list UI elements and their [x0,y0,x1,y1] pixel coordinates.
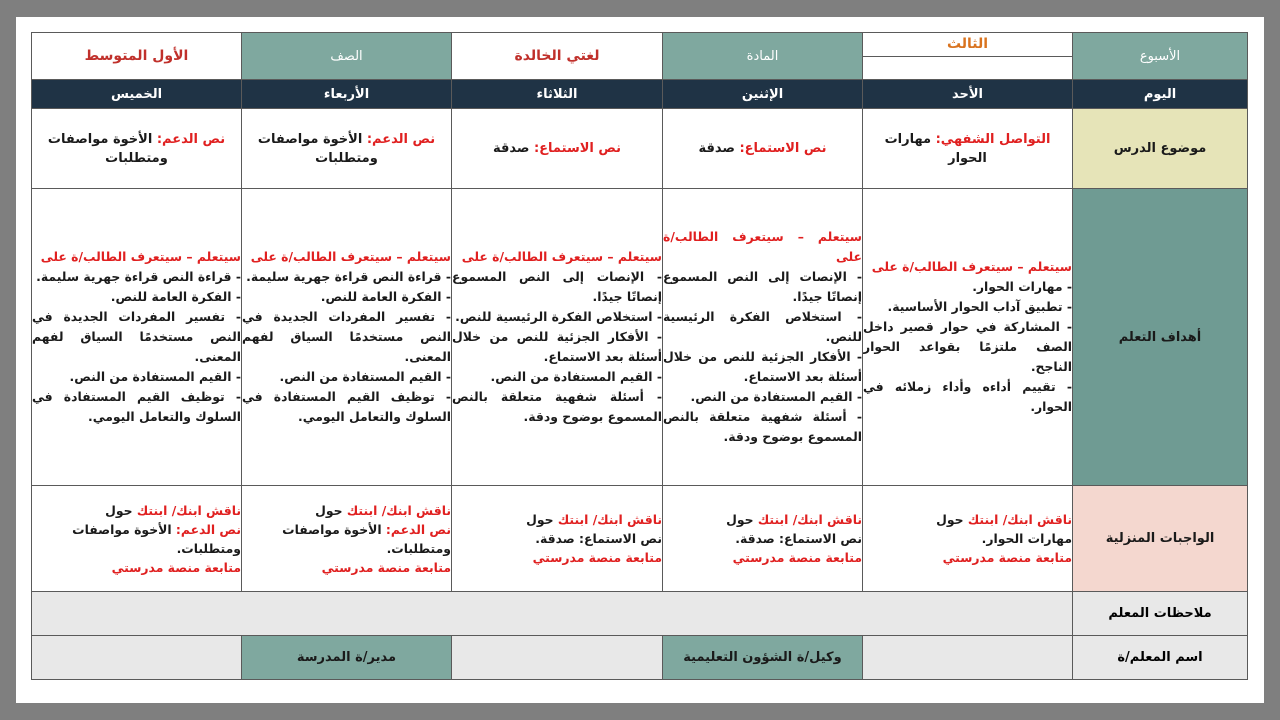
notes-label: ملاحظات المعلم [1073,592,1248,636]
day-label: اليوم [1073,80,1248,109]
header-row [32,33,1248,80]
subject-value: لغتي الخالدة [452,33,663,80]
lesson-plan-sheet [16,17,1264,703]
objectives-cell: سيتعلم – سيتعرف الطالب/ة على - قراءة النص قراءة جهرية سليمة. - الفكرة العامة للنص. - تفسير المفردات الجديدة في النص مستخدمًا السياق لفهم المعنى. - القيم المستفادة من النص. - توظيف القيم المستفادة في السلوك والتعامل اليومي. [32,189,242,486]
day-sunday: الأحد [863,80,1073,109]
homework-cell: ناقش ابنك/ ابنتك حول مهارات الحوار. متابعة منصة مدرستي [863,486,1073,592]
homework-cell: ناقش ابنك/ ابنتك حول نص الدعم: الأخوة مواصفات ومتطلبات. متابعة منصة مدرستي [242,486,452,592]
teacher-name-field[interactable] [863,636,1073,680]
grade-label: الصف [242,33,452,80]
objectives-cell: سيتعلم – سيتعرف الطالب/ة على - مهارات الحوار. - تطبيق آداب الحوار الأساسية. - المشاركة في حوار قصير داخل الصف ملتزمًا بقواعد الحوار الناجح. - تقييم أداءه وأداء زملائه في الحوار. [863,189,1073,486]
deputy-label: وكيل/ة الشؤون التعليمية [663,636,863,680]
teacher-label: اسم المعلم/ة [1073,636,1248,680]
objectives-cell: سيتعلم – سيتعرف الطالب/ة على - الإنصات إلى النص المسموع إنصاتًا جيدًا. - استخلاص الفكرة الرئيسية للنص. - الأفكار الجزئية للنص من خلال أسئلة بعد الاستماع. - القيم المستفادة من النص. - أسئلة شفهية متعلقة بالنص المسموع بوضوح ودقة. [663,189,863,486]
topic-label: موضوع الدرس [1073,109,1248,189]
objectives-cell: سيتعلم – سيتعرف الطالب/ة على - الإنصات إلى النص المسموع إنصاتًا جيدًا. - استخلاص الفكرة الرئيسية للنص. - الأفكار الجزئية للنص من خلال أسئلة بعد الاستماع. - القيم المستفادة من النص. - أسئلة شفهية متعلقة بالنص المسموع بوضوح ودقة. [452,189,663,486]
homework-label: الواجبات المنزلية [1073,486,1248,592]
topic-cell: نص الاستماع: صدقة [452,109,663,189]
days-row [32,80,1248,109]
topic-cell: التواصل الشفهي: مهارات الحوار [863,109,1073,189]
principal-label: مدير/ة المدرسة [242,636,452,680]
day-monday: الإثنين [663,80,863,109]
day-tuesday: الثلاثاء [452,80,663,109]
week-value: الثالث [863,33,1072,57]
subject-label: المادة [663,33,863,80]
principal-name-field[interactable] [32,636,242,680]
day-thursday: الخميس [32,80,242,109]
topic-cell: نص الدعم: الأخوة مواصفات ومتطلبات [32,109,242,189]
week-value-cell [863,33,1073,80]
notes-field[interactable] [32,592,1073,636]
homework-cell: ناقش ابنك/ ابنتك حول نص الدعم: الأخوة مواصفات ومتطلبات. متابعة منصة مدرستي [32,486,242,592]
objectives-cell: سيتعلم – سيتعرف الطالب/ة على - قراءة النص قراءة جهرية سليمة. - الفكرة العامة للنص. - تفسير المفردات الجديدة في النص مستخدمًا السياق لفهم المعنى. - القيم المستفادة من النص. - توظيف القيم المستفادة في السلوك والتعامل اليومي. [242,189,452,486]
objectives-row [32,189,1248,486]
week-label: الأسبوع [1073,33,1248,80]
homework-cell: ناقش ابنك/ ابنتك حول نص الاستماع: صدقة. متابعة منصة مدرستي [452,486,663,592]
homework-cell: ناقش ابنك/ ابنتك حول نص الاستماع: صدقة. متابعة منصة مدرستي [663,486,863,592]
homework-row [32,486,1248,592]
signatures-row [32,636,1248,680]
topic-cell: نص الاستماع: صدقة [663,109,863,189]
notes-row [32,592,1248,636]
objectives-label: أهداف التعلم [1073,189,1248,486]
deputy-name-field[interactable] [452,636,663,680]
topic-cell: نص الدعم: الأخوة مواصفات ومتطلبات [242,109,452,189]
weekly-plan-table [31,32,1248,680]
day-wednesday: الأربعاء [242,80,452,109]
topic-row [32,109,1248,189]
grade-value: الأول المتوسط [32,33,242,80]
